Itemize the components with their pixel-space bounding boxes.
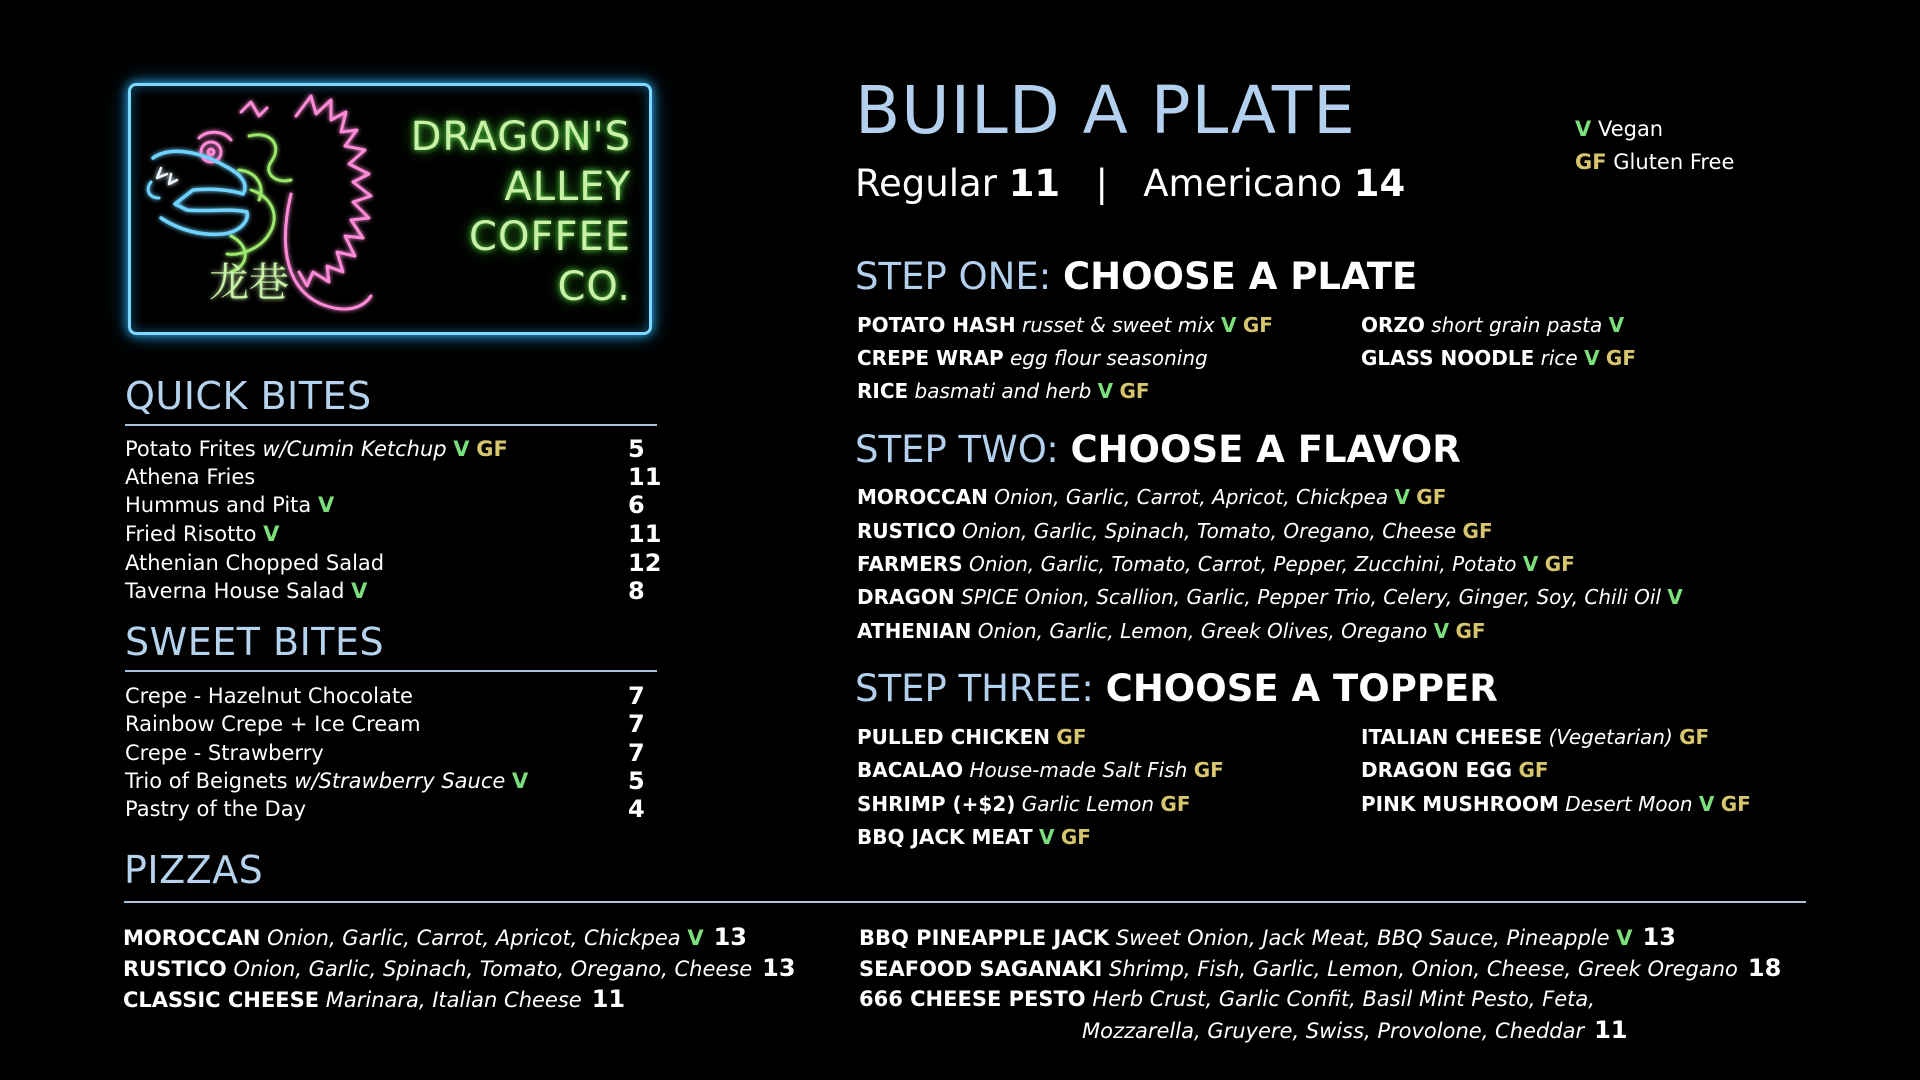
menu-item: Fried Risotto V 11	[125, 520, 662, 548]
item-price: 7	[628, 682, 645, 710]
item-price: 12	[628, 549, 662, 577]
menu-item: Athenian Chopped Salad 12	[125, 549, 662, 577]
plate-option: ORZO short grain pasta V	[1361, 313, 1625, 337]
sweet-bites-title: SWEET BITES	[125, 620, 385, 664]
step-two-heading: STEP TWO: CHOOSE A FLAVOR	[855, 428, 1461, 471]
flavor-option: RUSTICO Onion, Garlic, Spinach, Tomato, Oregano, Cheese GF	[857, 519, 1493, 543]
pizza-item: MOROCCAN Onion, Garlic, Carrot, Apricot, Chickpea V 13	[123, 923, 748, 951]
item-price: 7	[628, 739, 645, 767]
logo-text	[411, 112, 631, 312]
step-three-heading: STEP THREE: CHOOSE A TOPPER	[855, 667, 1498, 710]
pizzas-title: PIZZAS	[124, 848, 264, 892]
pizza-item-continued: Mozzarella, Gruyere, Swiss, Provolone, Cheddar 11	[1082, 1016, 1628, 1044]
item-price: 7	[628, 710, 645, 738]
topper-option: SHRIMP (+$2) Garlic Lemon GF	[857, 792, 1191, 816]
section-divider	[124, 901, 1806, 903]
step-one-heading: STEP ONE: CHOOSE A PLATE	[855, 255, 1418, 298]
menu-item: Hummus and Pita V 6	[125, 491, 645, 519]
plate-option: POTATO HASH russet & sweet mix V GF	[857, 313, 1273, 337]
item-price: 5	[628, 767, 645, 795]
logo-line: DRAGON'S	[410, 114, 631, 160]
menu-item: Pastry of the Day 4	[125, 795, 645, 823]
topper-option: BBQ JACK MEAT V GF	[857, 825, 1091, 849]
pizza-item: BBQ PINEAPPLE JACK Sweet Onion, Jack Meat, BBQ Sauce, Pineapple V 13	[859, 923, 1676, 951]
flavor-option: ATHENIAN Onion, Garlic, Lemon, Greek Olives, Oregano V GF	[857, 619, 1486, 643]
plate-option: RICE basmati and herb V GF	[857, 379, 1150, 403]
pizza-item: CLASSIC CHEESE Marinara, Italian Cheese 11	[123, 985, 626, 1013]
plate-option: CREPE WRAP egg flour seasoning	[857, 346, 1208, 370]
topper-option: ITALIAN CHEESE (Vegetarian) GF	[1361, 725, 1710, 749]
item-price: 8	[628, 577, 645, 605]
menu-item: Athena Fries 11	[125, 463, 662, 491]
pizza-item: RUSTICO Onion, Garlic, Spinach, Tomato, Oregano, Cheese 13	[123, 954, 796, 982]
menu-item: Potato Frites w/Cumin Ketchup V GF 5	[125, 435, 645, 463]
topper-option: PINK MUSHROOM Desert Moon V GF	[1361, 792, 1751, 816]
item-price: 5	[628, 435, 645, 463]
plate-prices: Regular 11 | Americano 14	[855, 162, 1406, 205]
pizza-item: 666 CHEESE PESTO Herb Crust, Garlic Confit, Basil Mint Pesto, Feta,	[859, 987, 1595, 1011]
build-a-plate-title: BUILD A PLATE	[855, 72, 1356, 149]
item-price: 6	[628, 491, 645, 519]
menu-item: Crepe - Hazelnut Chocolate 7	[125, 682, 645, 710]
section-divider	[125, 424, 657, 426]
pizza-item: SEAFOOD SAGANAKI Shrimp, Fish, Garlic, Lemon, Onion, Cheese, Greek Oregano 18	[859, 954, 1782, 982]
diet-legend: V Vegan GF Gluten Free	[1575, 117, 1735, 174]
logo-line: CO.	[557, 264, 631, 310]
logo-line: ALLEY	[504, 164, 631, 210]
quick-bites-title: QUICK BITES	[125, 374, 372, 418]
topper-option: PULLED CHICKEN GF	[857, 725, 1087, 749]
menu-item: Trio of Beignets w/Strawberry Sauce V 5	[125, 767, 645, 795]
svg-text:龙巷: 龙巷	[209, 260, 289, 306]
plate-option: GLASS NOODLE rice V GF	[1361, 346, 1636, 370]
menu-item: Taverna House Salad V 8	[125, 577, 645, 605]
flavor-option: FARMERS Onion, Garlic, Tomato, Carrot, Pepper, Zucchini, Potato V GF	[857, 552, 1575, 576]
flavor-option: DRAGON SPICE Onion, Scallion, Garlic, Pepper Trio, Celery, Ginger, Soy, Chili Oil V	[857, 585, 1683, 609]
item-price: 4	[628, 795, 645, 823]
flavor-option: MOROCCAN Onion, Garlic, Carrot, Apricot, Chickpea V GF	[857, 485, 1447, 509]
topper-option: BACALAO House-made Salt Fish GF	[857, 758, 1224, 782]
topper-option: DRAGON EGG GF	[1361, 758, 1549, 782]
item-price: 11	[628, 520, 662, 548]
menu-item: Rainbow Crepe + Ice Cream 7	[125, 710, 645, 738]
logo-sign	[128, 83, 652, 335]
section-divider	[125, 670, 657, 672]
item-price: 11	[628, 463, 662, 491]
menu-item: Crepe - Strawberry 7	[125, 739, 645, 767]
logo-line: COFFEE	[469, 214, 631, 260]
